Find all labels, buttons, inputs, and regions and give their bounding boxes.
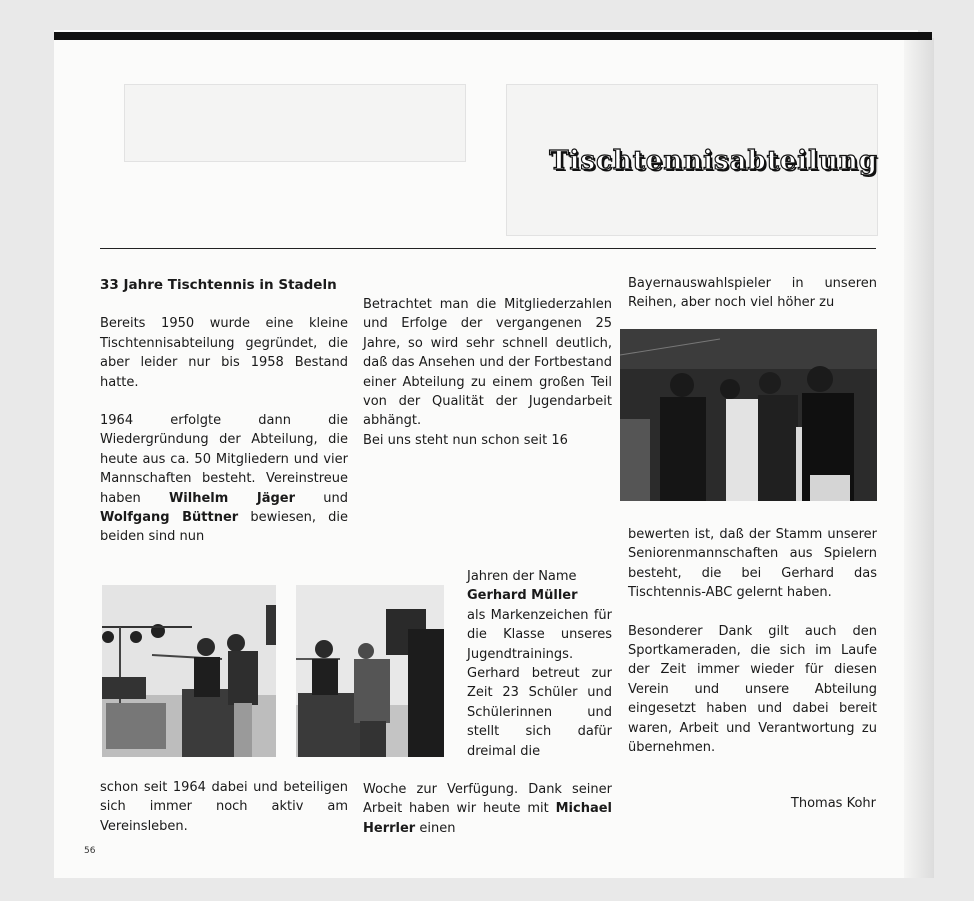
paragraph-text: Woche zur Verfügung. Dank seiner Arbeit haben wir heute mit [363, 782, 612, 817]
column-2-bottom [363, 780, 612, 838]
column-3-lower [628, 525, 877, 757]
paragraph-thanks: Besonderer Dank gilt auch den Sportkameraden, die sich im Laufe der Zeit immer wieder für diesen Verein und unsere Abteilung eingesetzt haben und dabei bereit waren, Arbeit und Verantwortung zu übernehmen. [628, 623, 877, 756]
paragraph-text: und [295, 490, 348, 506]
page-title: Tischtennisabteilung [549, 146, 878, 176]
coach-name: Gerhard Müller [467, 588, 578, 604]
author-signature: Thomas Kohr [790, 796, 876, 811]
page-edge-shadow [904, 38, 934, 878]
column-1 [100, 276, 348, 547]
column-1-continued [100, 778, 348, 836]
player-name: Michael Herrler [363, 801, 612, 836]
paragraph-continuation: schon seit 1964 dabei und beteiligen sich immer noch aktiv am Vereinsleben. [100, 780, 348, 834]
paragraph-text: einen [419, 820, 456, 836]
photo-award-1 [102, 585, 276, 757]
paragraph-seniors: bewerten ist, daß der Stamm unserer Seniorenmannschaften aus Spielern besteht, die bei Gerhard das Tischtennis-ABC gelernt haben. [628, 527, 877, 601]
paragraph-coach-years: Jahren der Name [467, 569, 577, 584]
top-black-bar [54, 32, 932, 40]
photo-award-2 [296, 585, 444, 757]
paragraph-text: bewiesen, die beiden sind nun [100, 510, 348, 545]
paragraph-founding: Bereits 1950 wurde eine kleine Tischtennisabteilung gegründet, die aber leider nur bis 1958 Bestand hatte. [100, 316, 348, 390]
member-name: Wilhelm Jäger [168, 490, 296, 506]
column-2 [363, 295, 612, 450]
show-through-block [124, 84, 466, 162]
paragraph-refounding [100, 411, 348, 547]
paragraph-coach: als Markenzeichen für die Klasse unseres Jugendtrainings. Gerhard betreut zur Zeit 23 Schüler und Schülerinnen und stellt sich dafür dreimal die [467, 607, 612, 759]
paragraph-player [363, 780, 612, 838]
paragraph-bavaria: Bayernauswahlspieler in unseren Reihen, aber noch viel höher zu [628, 276, 877, 311]
page-number: 56 [84, 846, 96, 856]
paragraph-text: 1964 erfolgte dann die Wiedergründung der Abteilung, die heute aus ca. 50 Mitgliedern und vier Mannschaften besteht. Vereinstreue haben [100, 413, 348, 506]
photo-group [620, 329, 877, 501]
paragraph-youth: Betrachtet man die Mitgliederzahlen und Erfolge der vergangenen 25 Jahre, so wird sehr schnell deutlich, daß das Ansehen und der Fortbestand einer Abteilung zu einem großen Teil von der Qualität der Jugendarbeit abhängt. [363, 297, 612, 429]
member-name: Wolfgang Büttner [100, 510, 239, 526]
paragraph-coach-intro: Bei uns steht nun schon seit 16 [363, 432, 568, 448]
title-rule [100, 248, 876, 249]
article-heading: 33 Jahre Tischtennis in Stadeln [100, 277, 337, 293]
column-2-narrow [467, 567, 612, 761]
column-3 [628, 274, 877, 313]
